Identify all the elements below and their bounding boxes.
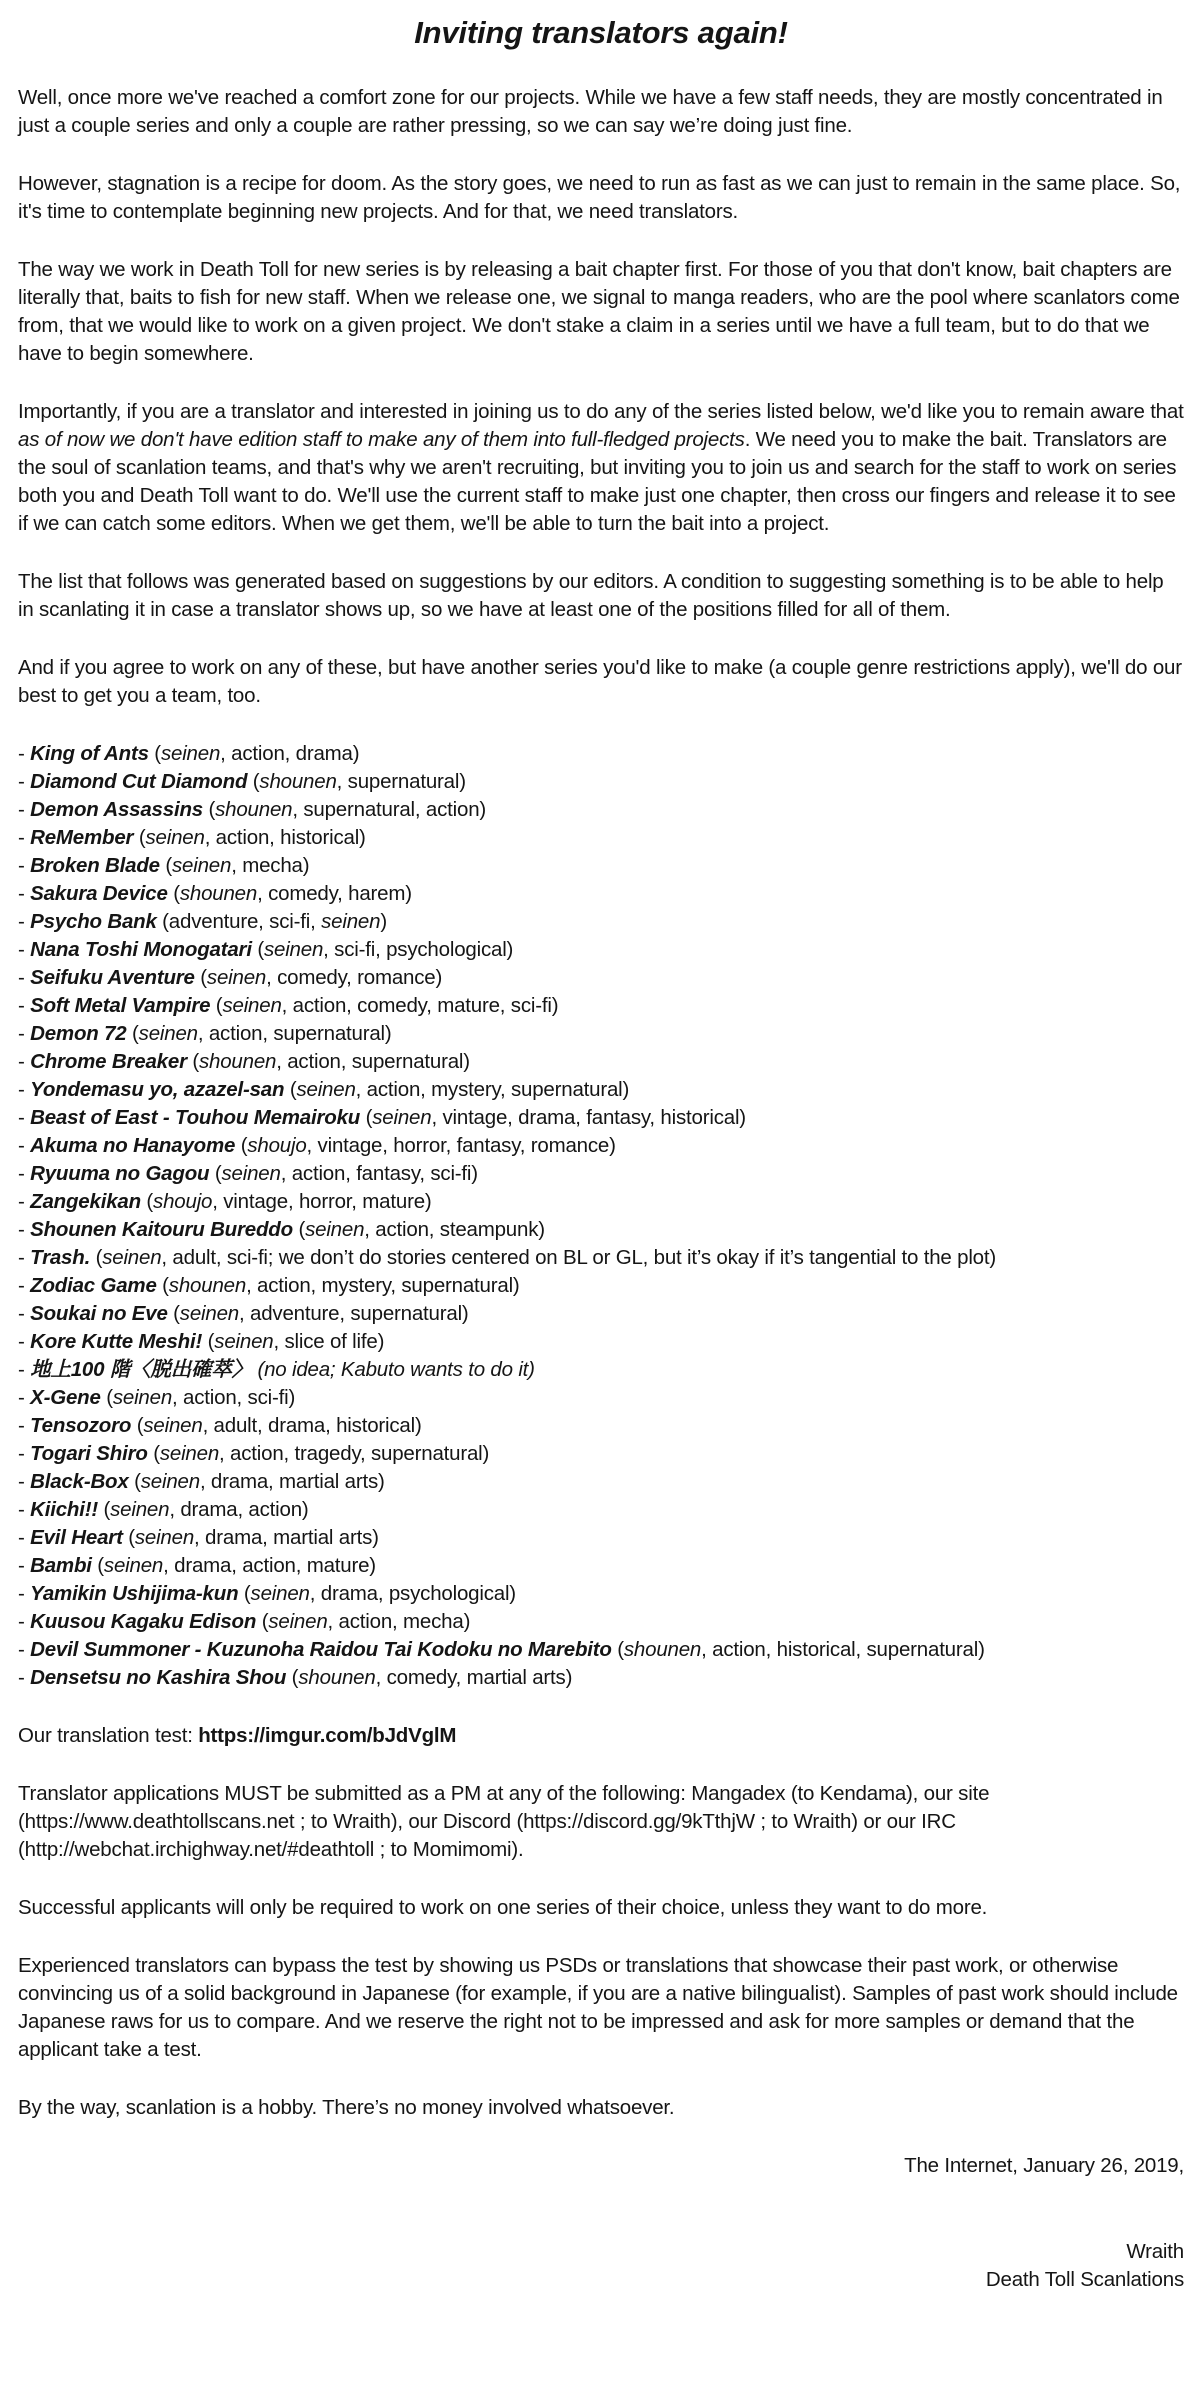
signoff-date: The Internet, January 26, 2019, bbox=[904, 2154, 1184, 2177]
series-list-item: - Densetsu no Kashira Shou (shounen, comedy, martial arts) bbox=[18, 1666, 573, 1689]
series-list-item: - Broken Blade (seinen, mecha) bbox=[18, 854, 310, 877]
series-list-item: - Soft Metal Vampire (seinen, action, comedy, mature, sci-fi) bbox=[18, 994, 559, 1017]
series-list-item: - Kuusou Kagaku Edison (seinen, action, mecha) bbox=[18, 1610, 471, 1633]
series-list-item: - Diamond Cut Diamond (shounen, supernatural) bbox=[18, 770, 466, 793]
series-list-item: - Trash. (seinen, adult, sci-fi; we don’t do stories centered on BL or GL, but it’s okay if it’s tangential to the plot) bbox=[18, 1246, 997, 1269]
series-list-item: - Soukai no Eve (seinen, adventure, supernatural) bbox=[18, 1302, 469, 1325]
series-list-item: - Beast of East - Touhou Memairoku (seinen, vintage, drama, fantasy, historical) bbox=[18, 1106, 746, 1129]
series-list-item: - Kiichi!! (seinen, drama, action) bbox=[18, 1498, 309, 1521]
series-list-item: - King of Ants (seinen, action, drama) bbox=[18, 742, 360, 765]
signoff-block bbox=[18, 2152, 1184, 2294]
body-paragraph: And if you agree to work on any of these, but have another series you'd like to make (a couple genre restrictions apply), we'll do our best to get you a team, too. bbox=[18, 656, 1182, 707]
series-list-item: - X-Gene (seinen, action, sci-fi) bbox=[18, 1386, 296, 1409]
signoff-group: Death Toll Scanlations bbox=[985, 2268, 1184, 2291]
series-list-item: - 地上100 階〈脱出確萃〉 (no idea; Kabuto wants to do it) bbox=[18, 1358, 535, 1381]
body-paragraph: Successful applicants will only be required to work on one series of their choice, unless they want to do more. bbox=[18, 1896, 988, 1919]
series-list-item: - Shounen Kaitouru Bureddo (seinen, action, steampunk) bbox=[18, 1218, 545, 1241]
series-list-item: - Demon 72 (seinen, action, supernatural) bbox=[18, 1022, 392, 1045]
series-list-item: - Nana Toshi Monogatari (seinen, sci-fi, psychological) bbox=[18, 938, 514, 961]
body-paragraph: The way we work in Death Toll for new series is by releasing a bait chapter first. For those of you that don't know, bait chapters are literally that, baits to fish for new staff. When we release one, we signal to manga readers, who are the pool where scanlators come from, that we would like to work on a given project. We don't stake a claim in a series until we have a full team, but to do that we have to begin somewhere. bbox=[18, 258, 1180, 365]
series-list-item: - Ryuuma no Gagou (seinen, action, fantasy, sci-fi) bbox=[18, 1162, 478, 1185]
translation-test-line: Our translation test: https://imgur.com/bJdVglM bbox=[18, 1724, 457, 1747]
body-paragraph: Well, once more we've reached a comfort zone for our projects. While we have a few staff needs, they are mostly concentrated in just a couple series and only a couple are rather pressing, so we can say we’re doing just fine. bbox=[18, 86, 1163, 137]
series-list-item: - Bambi (seinen, drama, action, mature) bbox=[18, 1554, 376, 1577]
body-paragraph: By the way, scanlation is a hobby. There’s no money involved whatsoever. bbox=[18, 2096, 675, 2119]
series-list-item: - Evil Heart (seinen, drama, martial arts) bbox=[18, 1526, 379, 1549]
series-list-item: - Zodiac Game (shounen, action, mystery, supernatural) bbox=[18, 1274, 520, 1297]
body-paragraph: Translator applications MUST be submitted as a PM at any of the following: Mangadex (to Kendama), our site (https://www.deathtollscans.net ; to Wraith), our Discord (https://discord.gg/9kTthjW ; to Wraith) or our IRC (http://webchat.irchighway.net/#deathtoll ; to Momimomi). bbox=[18, 1782, 990, 1861]
series-list-item: - Togari Shiro (seinen, action, tragedy, supernatural) bbox=[18, 1442, 490, 1465]
series-list-item: - Demon Assassins (shounen, supernatural, action) bbox=[18, 798, 487, 821]
series-list-item: - Psycho Bank (adventure, sci-fi, seinen) bbox=[18, 910, 387, 933]
signoff-name: Wraith bbox=[1126, 2240, 1184, 2263]
series-list bbox=[18, 740, 1184, 1692]
series-list-item: - Chrome Breaker (shounen, action, supernatural) bbox=[18, 1050, 470, 1073]
body-paragraph: The list that follows was generated based on suggestions by our editors. A condition to suggesting something is to be able to help in scanlating it in case a translator shows up, so we have at least one of the positions filled for all of them. bbox=[18, 570, 1164, 621]
series-list-item: - Tensozoro (seinen, adult, drama, historical) bbox=[18, 1414, 422, 1437]
series-list-item: - Devil Summoner - Kuzunoha Raidou Tai Kodoku no Marebito (shounen, action, historical, supernatural) bbox=[18, 1638, 985, 1661]
series-list-item: - Akuma no Hanayome (shoujo, vintage, horror, fantasy, romance) bbox=[18, 1134, 616, 1157]
page-title: Inviting translators again! bbox=[414, 15, 788, 50]
series-list-item: - Yondemasu yo, azazel-san (seinen, action, mystery, supernatural) bbox=[18, 1078, 630, 1101]
series-list-item: - ReMember (seinen, action, historical) bbox=[18, 826, 366, 849]
series-list-item: - Sakura Device (shounen, comedy, harem) bbox=[18, 882, 412, 905]
body-paragraph: Importantly, if you are a translator and interested in joining us to do any of the series listed below, we'd like you to remain aware that as of now we don't have edition staff to make any of them into full-fledged projects. We need you to make the bait. Translators are the soul of scanlation teams, and that's why we aren't recruiting, but inviting you to join us and search for the staff to work on series both you and Death Toll want to do. We'll use the current staff to make just one chapter, then cross our fingers and release it to see if we can catch some editors. When we get them, we'll be able to turn the bait into a project. bbox=[18, 400, 1184, 535]
series-list-item: - Seifuku Aventure (seinen, comedy, romance) bbox=[18, 966, 443, 989]
body-paragraph: However, stagnation is a recipe for doom. As the story goes, we need to run as fast as we can just to remain in the same place. So, it's time to contemplate beginning new projects. And for that, we need translators. bbox=[18, 172, 1181, 223]
body-paragraph: Experienced translators can bypass the test by showing us PSDs or translations that showcase their past work, or otherwise convincing us of a solid background in Japanese (for example, if you are a native bilingualist). Samples of past work should include Japanese raws for us to compare. And we reserve the right not to be impressed and ask for more samples or demand that the applicant take a test. bbox=[18, 1954, 1178, 2061]
series-list-item: - Kore Kutte Meshi! (seinen, slice of life) bbox=[18, 1330, 385, 1353]
series-list-item: - Zangekikan (shoujo, vintage, horror, mature) bbox=[18, 1190, 432, 1213]
series-list-item: - Black-Box (seinen, drama, martial arts) bbox=[18, 1470, 385, 1493]
series-list-item: - Yamikin Ushijima-kun (seinen, drama, psychological) bbox=[18, 1582, 516, 1605]
